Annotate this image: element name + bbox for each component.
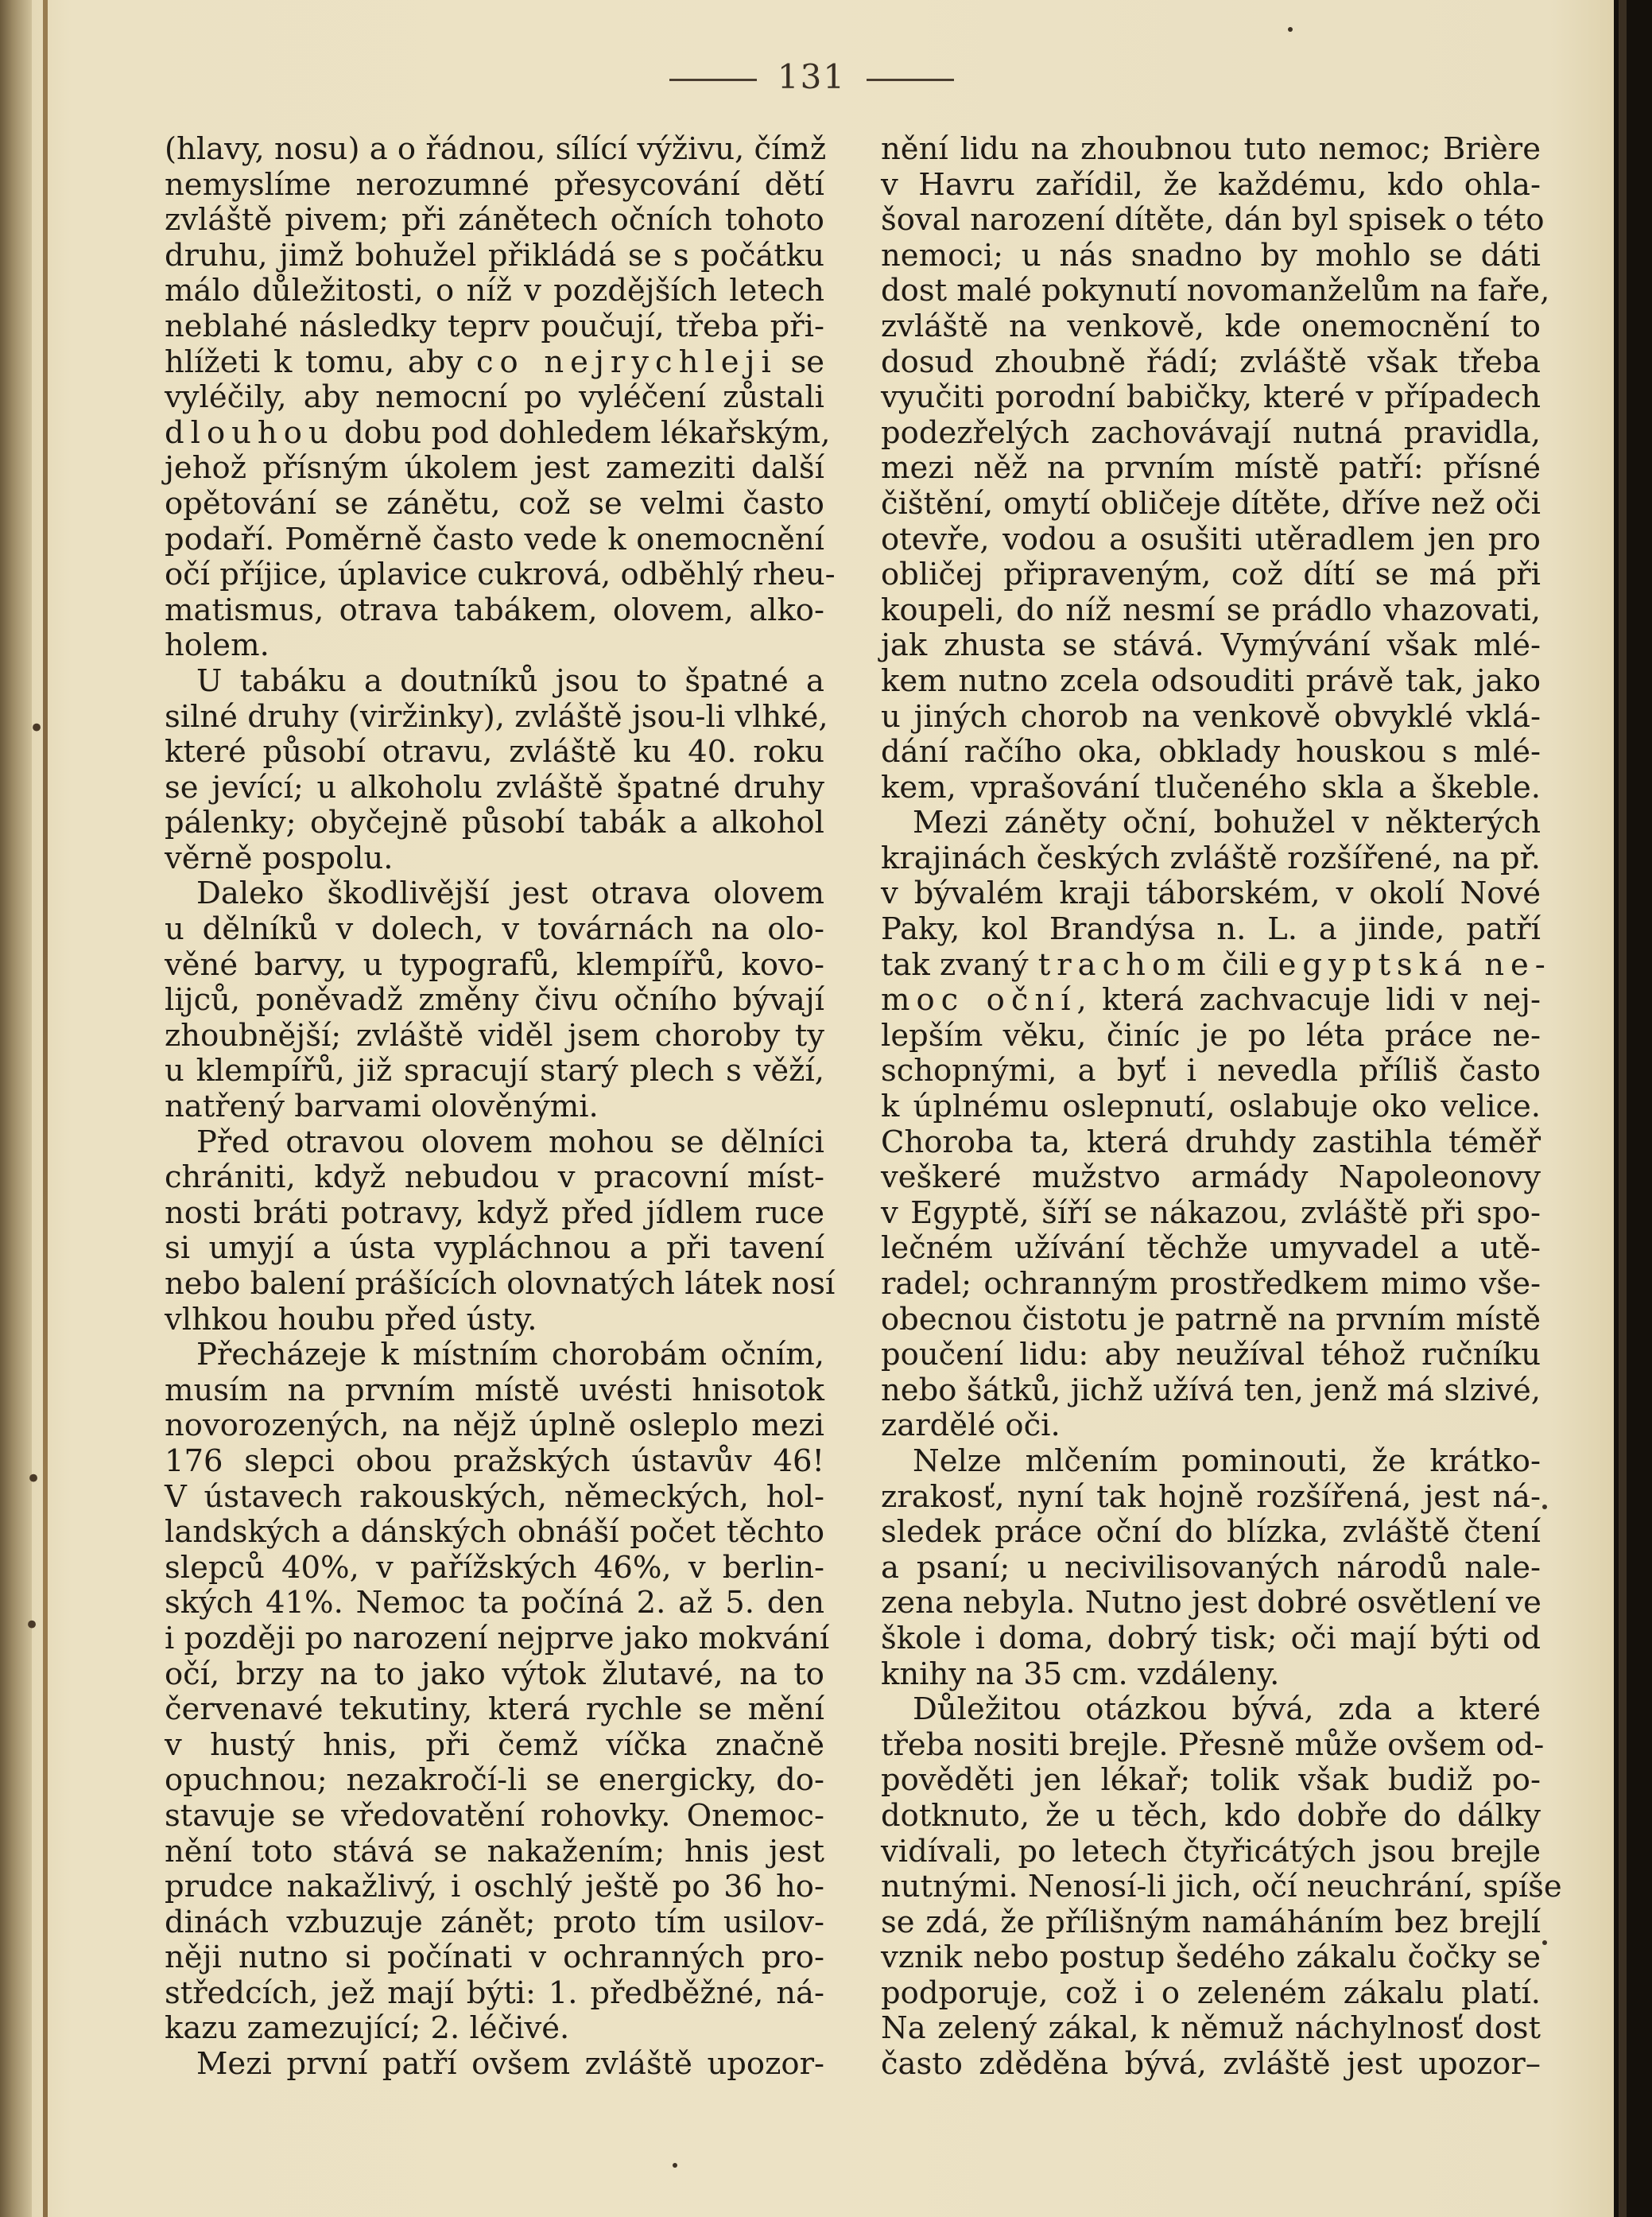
- text-line: obličej připraveným, což dítí se má při: [881, 557, 1541, 593]
- text-line: lepším věku, činíc je po léta práce ne-: [881, 1017, 1541, 1054]
- text-line: V ústavech rakouských, německých, hol-: [165, 1478, 824, 1515]
- text-line: nebo balení prášících olovnatých látek nosí: [165, 1266, 836, 1302]
- text-line: něji nutno si počínati v ochranných pro-: [165, 1939, 824, 1976]
- text-line: otevře, vodou a osušiti utěradlem jen pro: [881, 521, 1541, 557]
- text-line: středcích, jež mají býti: 1. předběžné, ná-: [165, 1974, 824, 2011]
- text-line: U tabáku a doutníků jsou to špatné a: [196, 662, 824, 699]
- binding-mark: •: [29, 712, 45, 744]
- text-line: [881, 946, 1552, 984]
- text-line: poučení lidu: aby neužíval téhož ručníku: [881, 1337, 1541, 1373]
- text-line: nutnými. Nenosí-li jich, očí neuchrání, spíše: [881, 1869, 1562, 1905]
- text-line: kazu zamezující; 2. léčivé.: [165, 2010, 570, 2047]
- text-run: tak zvaný: [881, 946, 1038, 983]
- text-line: Přecházeje k místním chorobám očním,: [196, 1337, 824, 1373]
- text-run: se: [777, 344, 825, 380]
- text-line: v bývalém kraji táborském, v okolí Nové: [881, 876, 1541, 912]
- text-line: veškeré mužstvo armády Napoleonovy: [881, 1159, 1541, 1196]
- ink-speck: [1542, 1505, 1547, 1509]
- spaced-emphasis: moc oční: [881, 982, 1077, 1019]
- spaced-emphasis: dlouhou: [165, 414, 335, 451]
- text-line: čištění, omytí obličeje dítěte, dříve než oči: [881, 485, 1541, 522]
- text-line: Nelze mlčením pominouti, že krátko-: [913, 1442, 1541, 1479]
- text-line: zrakosť, nyní tak hojně rozšířená, jest ná-: [881, 1478, 1541, 1515]
- text-line: často zděděna bývá, zvláště jest upozor–: [881, 2046, 1541, 2083]
- text-line: novorozených, na nějž úplně osleplo mezi: [165, 1407, 824, 1444]
- text-line: Před otravou olovem mohou se dělníci: [196, 1124, 824, 1160]
- text-line: jak zhusta se stává. Vymývání však mlé-: [881, 627, 1541, 664]
- text-line: nebo šátků, jichž užívá ten, jenž má slzivé,: [881, 1372, 1541, 1408]
- text-line: silné druhy (viržinky), zvláště jsou-li vlhké,: [165, 698, 828, 735]
- left-text-column: [165, 131, 836, 2083]
- spaced-emphasis: co nejrychleji: [475, 344, 778, 380]
- text-line: natřený barvami olověnými.: [165, 1089, 599, 1125]
- text-line: vyléčily, aby nemocní po vyléčení zůstali: [165, 379, 824, 416]
- text-line: v hustý hnis, při čemž víčka značně: [165, 1726, 824, 1763]
- text-line: lečném užívání těchže umyvadel a utě-: [881, 1230, 1541, 1267]
- text-line: dost malé pokynutí novomanželům na faře,: [881, 273, 1550, 309]
- text-line: i později po narození nejprve jako mokvání: [165, 1620, 830, 1656]
- text-line: podaří. Poměrně často vede k onemocnění: [165, 521, 824, 557]
- header-rule-right: [867, 79, 954, 81]
- page-spine-shadow: [0, 0, 32, 2217]
- text-line: očí, brzy na to jako výtok žlutavé, na to: [165, 1656, 824, 1692]
- text-line: v Havru zařídil, že každému, kdo ohla-: [881, 166, 1541, 203]
- text-line: chrániti, když nebudou v pracovní míst-: [165, 1159, 824, 1196]
- text-line: vyučiti porodní babičky, které v případech: [881, 379, 1541, 416]
- text-line: nění lidu na zhoubnou tuto nemoc; Brière: [881, 131, 1541, 167]
- text-line: zena nebyla. Nutno jest dobré osvětlení ve: [881, 1585, 1541, 1621]
- text-line: které působí otravu, zvláště ku 40. roku: [165, 734, 824, 771]
- ink-speck: [673, 2163, 677, 2168]
- text-line: podezřelých zachovávají nutná pravidla,: [881, 414, 1541, 451]
- text-line: vznik nebo postup šedého zákalu čočky se: [881, 1939, 1541, 1976]
- binding-line: [43, 0, 48, 2217]
- text-line: Daleko škodlivější jest otrava olovem: [196, 876, 824, 912]
- text-line: neblahé následky teprv poučují, třeba při-: [165, 308, 824, 344]
- text-line: si umyjí a ústa vypláchnou a při tavení: [165, 1230, 824, 1267]
- text-line: Mezi první patří ovšem zvláště upozor-: [196, 2046, 824, 2083]
- text-line: koupeli, do níž nesmí se prádlo vhazovati,: [881, 592, 1541, 628]
- text-line: věné barvy, u typografů, klempířů, kovo-: [165, 946, 824, 983]
- text-line: jehož přísným úkolem jest zameziti další: [165, 450, 824, 487]
- text-line: pověděti jen lékař; tolik však budiž po-: [881, 1762, 1541, 1799]
- text-line: [165, 414, 831, 452]
- text-line: holem.: [165, 627, 270, 664]
- text-line: dosud zhoubně řádí; zvláště však třeba: [881, 344, 1541, 380]
- text-line: u klempířů, již spracují starý plech s věží,: [165, 1053, 824, 1089]
- text-line: landských a dánských obnáší počet těchto: [165, 1514, 824, 1551]
- text-line: málo důležitosti, o níž v pozdějších letech: [165, 273, 824, 309]
- right-text-column: [881, 131, 1562, 2083]
- spaced-emphasis: egyptská ne-: [1278, 946, 1552, 983]
- text-line: mezi něž na prvním místě patří: přísné: [881, 450, 1541, 487]
- text-line: (hlavy, nosu) a o řádnou, sílící výživu, čímž: [165, 131, 827, 167]
- text-line: Důležitou otázkou bývá, zda a které: [913, 1691, 1541, 1728]
- text-line: u jiných chorob na venkově obvyklé vklá-: [881, 698, 1541, 735]
- text-line: zhoubnější; zvláště viděl jsem choroby ty: [165, 1017, 824, 1054]
- text-line: lijců, poněvadž změny čivu očního bývají: [165, 982, 824, 1019]
- text-line: matismus, otrava tabákem, olovem, alko-: [165, 592, 824, 628]
- text-line: nemoci; u nás snadno by mohlo se dáti: [881, 237, 1541, 274]
- text-line: očí příjice, úplavice cukrová, odběhlý rheu-: [165, 557, 836, 593]
- text-line: k úplnému oslepnutí, oslabuje oko velice.: [881, 1089, 1541, 1125]
- spaced-emphasis: trachom: [1037, 946, 1212, 983]
- scan-right-border: [1614, 0, 1652, 2217]
- binding-mark: •: [25, 1463, 42, 1495]
- text-line: 176 slepci obou pražských ústavův 46!: [165, 1442, 824, 1479]
- text-line: zardělé oči.: [881, 1407, 1061, 1444]
- text-line: slepců 40%, v pařížských 46%, v berlin-: [165, 1549, 824, 1586]
- text-line: [881, 983, 1541, 1019]
- text-line: nosti bráti potravy, když před jídlem ruce: [165, 1194, 824, 1231]
- page-header: [0, 57, 1623, 96]
- text-line: dotknuto, že u těch, kdo dobře do dálky: [881, 1797, 1541, 1834]
- text-line: v Egyptě, šíří se nákazou, zvláště při spo-: [881, 1194, 1541, 1231]
- text-line: Na zelený zákal, k němuž náchylnosť dost: [881, 2010, 1541, 2047]
- text-line: [165, 345, 824, 381]
- text-line: musím na prvním místě uvésti hnisotok: [165, 1372, 824, 1408]
- text-run: dobu pod dohledem lékařským,: [334, 414, 831, 451]
- text-line: červenavé tekutiny, která rychle se mění: [165, 1691, 824, 1728]
- text-line: vlhkou houbu před ústy.: [165, 1301, 537, 1338]
- text-line: radel; ochranným prostředkem mimo vše-: [881, 1266, 1541, 1302]
- text-run: , která zachvacuje lidi v nej-: [1076, 982, 1541, 1019]
- text-line: šoval narození dítěte, dán byl spisek o této: [881, 202, 1545, 239]
- text-line: podporuje, což i o zeleném zákalu platí.: [881, 1974, 1541, 2011]
- text-line: Choroba ta, která druhdy zastihla téměř: [881, 1124, 1541, 1160]
- ink-speck: [1288, 27, 1293, 32]
- text-line: knihy na 35 cm. vzdáleny.: [881, 1656, 1280, 1692]
- text-line: opuchnou; nezakročí-li se energicky, do-: [165, 1762, 824, 1799]
- text-run: hlížeti k tomu, aby: [165, 344, 476, 380]
- text-line: krajinách českých zvláště rozšířené, na př.: [881, 840, 1541, 876]
- text-line: nemyslíme nerozumné přesycování dětí: [165, 166, 824, 203]
- text-line: obecnou čistotu je patrně na prvním místě: [881, 1301, 1541, 1338]
- text-line: u dělníků v dolech, v továrnách na olo-: [165, 911, 824, 948]
- text-line: zvláště pivem; při zánětech očních tohoto: [165, 202, 824, 239]
- header-rule-left: [669, 79, 757, 81]
- text-line: opětování se zánětu, což se velmi často: [165, 485, 824, 522]
- page-number: 131: [777, 57, 847, 96]
- text-line: schopnými, a byť i nevedla příliš často: [881, 1053, 1541, 1089]
- text-run: čili: [1212, 946, 1278, 983]
- text-line: Paky, kol Brandýsa n. L. a jinde, patří: [881, 911, 1541, 948]
- text-line: kem nutno zcela odsouditi právě tak, jako: [881, 662, 1541, 699]
- text-line: Mezi záněty oční, bohužel v některých: [913, 805, 1541, 841]
- text-line: věrně pospolu.: [165, 840, 394, 876]
- binding-mark: •: [24, 1609, 41, 1641]
- text-line: vidívali, po letech čtyřicátých jsou brejle: [881, 1833, 1541, 1870]
- text-line: a psaní; u necivilisovaných národů nale-: [881, 1549, 1541, 1586]
- text-line: prudce nakažlivý, i oschlý ještě po 36 ho-: [165, 1869, 824, 1905]
- text-line: kem, vprašování tlučeného skla a škeble.: [881, 769, 1541, 806]
- text-line: se jevící; u alkoholu zvláště špatné druhy: [165, 769, 824, 806]
- ink-speck: [1542, 1940, 1547, 1945]
- text-line: pálenky; obyčejně působí tabák a alkohol: [165, 805, 824, 841]
- text-line: dání račího oka, obklady houskou s mlé-: [881, 734, 1541, 771]
- text-line: zvláště na venkově, kde onemocnění to: [881, 308, 1541, 344]
- text-line: třeba nositi brejle. Přesně může ovšem od-: [881, 1726, 1545, 1763]
- text-line: sledek práce oční do blízka, zvláště čtení: [881, 1514, 1541, 1551]
- text-line: škole i doma, dobrý tisk; oči mají býti od: [881, 1620, 1541, 1656]
- text-line: dinách vzbuzuje zánět; proto tím usilov-: [165, 1904, 824, 1940]
- text-line: nění toto stává se nakažením; hnis jest: [165, 1833, 824, 1870]
- text-line: se zdá, že přílišným namáháním bez brejlí: [881, 1904, 1541, 1940]
- text-line: druhu, jimž bohužel přikládá se s počátku: [165, 237, 824, 274]
- text-line: ských 41%. Nemoc ta počíná 2. až 5. den: [165, 1585, 824, 1621]
- text-line: stavuje se vředovatění rohovky. Onemoc-: [165, 1797, 824, 1834]
